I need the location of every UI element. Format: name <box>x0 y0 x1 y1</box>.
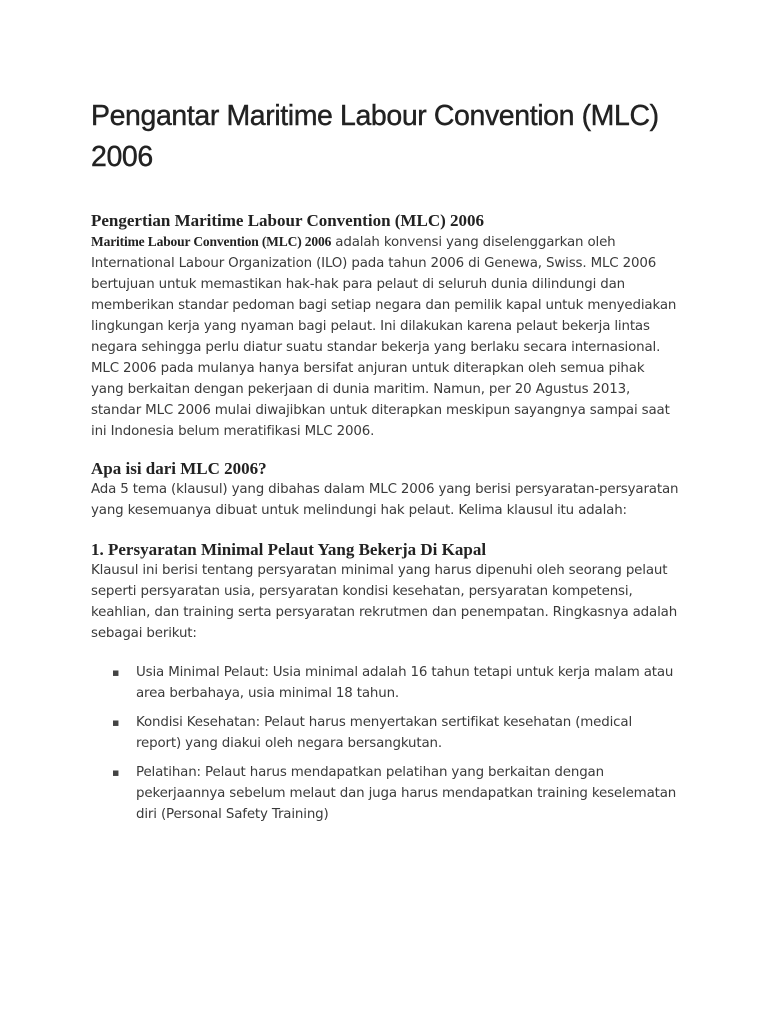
section-paragraph-history: MLC 2006 pada mulanya hanya bersifat anjuran untuk diterapkan oleh semua pihak yang berkaitan dengan pekerjaan di dunia maritim. Namun, per 20 Agustus 2013, standar MLC 2006 mulai diwajibkan untuk diterapkan meskipun sayangnya sampai saat ini Indonesia belum meratifikasi MLC 2006. <box>91 361 670 439</box>
bold-term-mlc: Maritime Labour Convention (MLC) 2006 <box>91 234 332 249</box>
section-paragraph-themes: Ada 5 tema (klausul) yang dibahas dalam MLC 2006 yang berisi persyaratan-persyaratan yang kesemuanya dibuat untuk melindungi hak pelaut. Kelima klausul itu adalah: <box>91 482 679 518</box>
section-persyaratan <box>91 539 681 825</box>
square-bullet-icon: ▪ <box>112 766 120 779</box>
list-item <box>112 712 681 754</box>
document-page <box>91 96 681 833</box>
requirements-list <box>91 662 681 825</box>
section-paragraph-requirements: Klausul ini berisi tentang persyaratan minimal yang harus dipenuhi oleh seorang pelaut seperti persyaratan usia, persyaratan kondisi kesehatan, persyaratan kompetensi, keahlian, dan training serta persyaratan rekrutmen dan penempatan. Ringkasnya adalah sebagai berikut: <box>91 563 678 641</box>
list-item-text: Usia Minimal Pelaut: Usia minimal adalah 16 tahun tetapi untuk kerja malam atau area berbahaya, usia minimal 18 tahun. <box>136 665 674 701</box>
definition-text: adalah konvensi yang diselenggarkan oleh International Labour Organization (ILO) pada tahun 2006 di Genewa, Swiss. MLC 2006 bertujuan untuk memastikan hak-hak para pelaut di seluruh dunia dilindungi dan memberikan standar pedoman bagi setiap negara dan pemilik kapal untuk menyediakan lingkungan kerja yang nyaman bagi pelaut. Ini dilakukan karena pelaut bekerja lintas negara sehingga perlu diatur suatu standar bekerja yang berlaku secara internasional. <box>91 235 677 355</box>
list-item <box>112 762 681 825</box>
page-title: Pengantar Maritime Labour Convention (MLC) 2006 <box>91 100 659 173</box>
list-item-text: Pelatihan: Pelaut harus mendapatkan pelatihan yang berkaitan dengan pekerjaannya sebelum melaut dan juga harus mendapatkan training keselematan diri (Personal Safety Training) <box>136 765 677 822</box>
section-heading-pengertian: Pengertian Maritime Labour Convention (MLC) 2006 <box>91 211 485 230</box>
list-item <box>112 662 681 704</box>
list-item-text: Kondisi Kesehatan: Pelaut harus menyertakan sertifikat kesehatan (medical report) yang diakui oleh negara bersangkutan. <box>136 715 633 751</box>
square-bullet-icon: ▪ <box>112 716 120 729</box>
section-heading-isi: Apa isi dari MLC 2006? <box>91 459 267 478</box>
section-paragraph-definition <box>91 231 681 358</box>
square-bullet-icon: ▪ <box>112 666 120 679</box>
section-heading-persyaratan: 1. Persyaratan Minimal Pelaut Yang Bekerja Di Kapal <box>91 540 487 559</box>
section-pengertian <box>91 210 681 442</box>
section-isi <box>91 458 681 521</box>
